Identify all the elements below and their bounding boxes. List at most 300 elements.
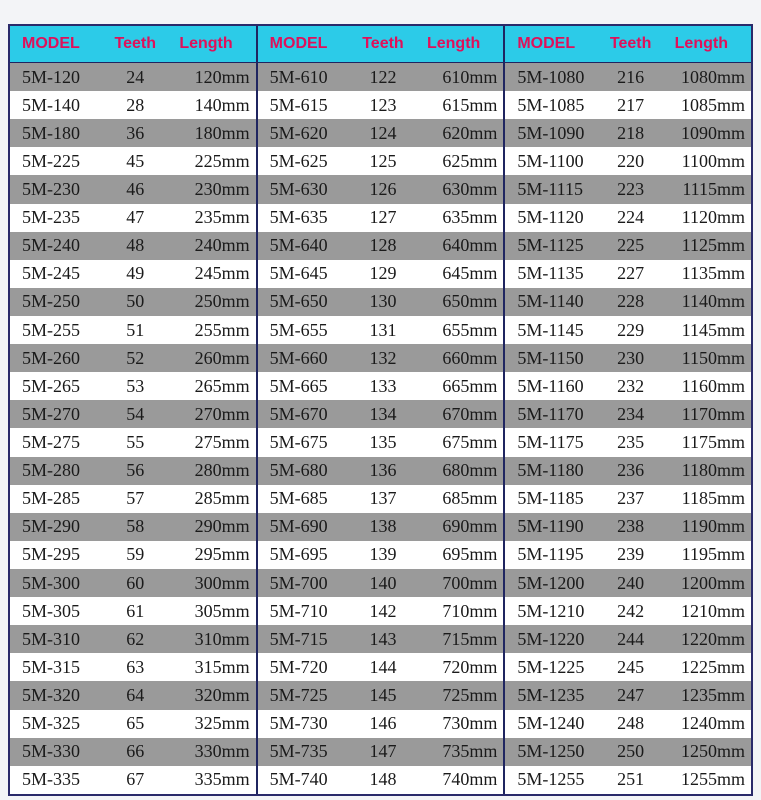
cell-length: 1175mm xyxy=(681,431,745,452)
cell-model: 5M-1135 xyxy=(517,263,584,284)
table-row xyxy=(258,569,504,597)
cell-length: 670mm xyxy=(442,403,498,424)
table-row xyxy=(505,63,751,91)
cell-model: 5M-320 xyxy=(22,684,80,705)
table-row xyxy=(10,119,256,147)
table-row xyxy=(258,625,504,653)
cell-teeth: 138 xyxy=(369,516,397,537)
cell-model: 5M-685 xyxy=(269,488,328,509)
cell-length: 700mm xyxy=(442,572,498,593)
cell-teeth: 248 xyxy=(617,713,645,734)
cell-model: 5M-325 xyxy=(22,713,80,734)
cell-teeth: 122 xyxy=(369,66,397,87)
cell-model: 5M-1175 xyxy=(517,431,584,452)
cell-teeth: 237 xyxy=(617,488,645,509)
cell-model: 5M-1255 xyxy=(517,769,585,790)
cell-teeth: 227 xyxy=(617,263,645,284)
cell-length: 1235mm xyxy=(680,684,745,705)
cell-length: 250mm xyxy=(194,291,250,312)
table-row xyxy=(258,738,504,766)
table-row xyxy=(258,597,504,625)
table-row xyxy=(10,175,256,203)
cell-length: 265mm xyxy=(194,375,250,396)
cell-model: 5M-1200 xyxy=(517,572,585,593)
cell-model: 5M-1170 xyxy=(517,403,584,424)
cell-length: 295mm xyxy=(194,544,250,565)
cell-teeth: 232 xyxy=(617,375,645,396)
header-length: Length xyxy=(426,35,481,52)
belt-size-table xyxy=(8,24,753,796)
cell-model: 5M-710 xyxy=(269,600,328,621)
cell-length: 1160mm xyxy=(681,375,745,396)
cell-length: 730mm xyxy=(442,713,498,734)
cell-model: 5M-645 xyxy=(269,263,328,284)
cell-model: 5M-300 xyxy=(22,572,80,593)
cell-model: 5M-1145 xyxy=(517,319,584,340)
cell-model: 5M-305 xyxy=(22,600,80,621)
cell-model: 5M-690 xyxy=(269,516,328,537)
table-row xyxy=(258,175,504,203)
cell-teeth: 144 xyxy=(369,656,397,677)
cell-model: 5M-1180 xyxy=(517,460,584,481)
cell-model: 5M-740 xyxy=(269,769,328,790)
cell-length: 1090mm xyxy=(680,122,745,143)
cell-length: 315mm xyxy=(194,656,250,677)
cell-length: 270mm xyxy=(194,403,250,424)
cell-teeth: 142 xyxy=(369,600,397,621)
cell-teeth: 66 xyxy=(126,741,145,762)
cell-model: 5M-315 xyxy=(22,656,80,677)
table-row xyxy=(505,316,751,344)
cell-teeth: 217 xyxy=(617,94,645,115)
cell-length: 120mm xyxy=(194,66,250,87)
cell-length: 1195mm xyxy=(681,544,745,565)
cell-length: 1150mm xyxy=(681,347,745,368)
table-row xyxy=(10,372,256,400)
cell-teeth: 62 xyxy=(126,628,145,649)
cell-teeth: 146 xyxy=(369,713,397,734)
table-row xyxy=(505,175,751,203)
cell-length: 300mm xyxy=(194,572,250,593)
cell-model: 5M-610 xyxy=(269,66,328,87)
cell-model: 5M-670 xyxy=(269,403,328,424)
cell-teeth: 147 xyxy=(369,741,397,762)
cell-teeth: 135 xyxy=(369,431,397,452)
table-row xyxy=(10,428,256,456)
rows-container xyxy=(258,63,504,794)
header-length: Length xyxy=(674,35,728,52)
cell-teeth: 123 xyxy=(369,94,397,115)
cell-teeth: 140 xyxy=(369,572,397,593)
cell-teeth: 63 xyxy=(126,656,145,677)
table-row xyxy=(258,400,504,428)
table-row xyxy=(10,541,256,569)
cell-teeth: 128 xyxy=(369,235,397,256)
header-teeth: Teeth xyxy=(362,35,404,52)
cell-length: 1180mm xyxy=(681,460,745,481)
cell-length: 650mm xyxy=(442,291,498,312)
table-row xyxy=(258,513,504,541)
table-row xyxy=(10,653,256,681)
cell-length: 1200mm xyxy=(680,572,745,593)
cell-model: 5M-615 xyxy=(269,94,328,115)
cell-teeth: 56 xyxy=(126,460,145,481)
table-row xyxy=(505,541,751,569)
cell-model: 5M-720 xyxy=(269,656,328,677)
cell-teeth: 218 xyxy=(617,122,645,143)
table-column-group xyxy=(256,26,504,794)
cell-teeth: 139 xyxy=(369,544,397,565)
cell-length: 735mm xyxy=(442,741,498,762)
cell-model: 5M-695 xyxy=(269,544,328,565)
table-row xyxy=(258,710,504,738)
table-row xyxy=(505,485,751,513)
cell-teeth: 244 xyxy=(617,628,645,649)
cell-length: 230mm xyxy=(194,178,250,199)
cell-model: 5M-1225 xyxy=(517,656,585,677)
cell-teeth: 51 xyxy=(126,319,145,340)
cell-model: 5M-230 xyxy=(22,178,80,199)
header-row xyxy=(258,26,504,63)
cell-teeth: 225 xyxy=(617,235,645,256)
table-row xyxy=(505,569,751,597)
cell-model: 5M-250 xyxy=(22,291,80,312)
cell-length: 690mm xyxy=(442,516,498,537)
cell-model: 5M-1220 xyxy=(517,628,585,649)
cell-length: 275mm xyxy=(194,431,250,452)
cell-length: 635mm xyxy=(442,207,498,228)
cell-teeth: 134 xyxy=(369,403,397,424)
table-row xyxy=(505,344,751,372)
table-row xyxy=(258,372,504,400)
cell-length: 615mm xyxy=(442,94,498,115)
table-row xyxy=(258,457,504,485)
table-row xyxy=(10,597,256,625)
table-row xyxy=(505,288,751,316)
cell-teeth: 131 xyxy=(369,319,397,340)
cell-model: 5M-295 xyxy=(22,544,80,565)
cell-model: 5M-1090 xyxy=(517,122,585,143)
cell-teeth: 228 xyxy=(617,291,645,312)
cell-length: 1255mm xyxy=(680,769,745,790)
cell-teeth: 230 xyxy=(617,347,645,368)
cell-model: 5M-140 xyxy=(22,94,80,115)
table-row xyxy=(258,681,504,709)
table-row xyxy=(10,513,256,541)
cell-teeth: 220 xyxy=(617,150,645,171)
cell-model: 5M-285 xyxy=(22,488,80,509)
cell-teeth: 127 xyxy=(369,207,397,228)
table-row xyxy=(505,372,751,400)
table-row xyxy=(505,91,751,119)
cell-length: 1220mm xyxy=(680,628,745,649)
table-row xyxy=(258,485,504,513)
cell-teeth: 28 xyxy=(126,94,145,115)
cell-length: 180mm xyxy=(194,122,250,143)
table-row xyxy=(10,625,256,653)
table-row xyxy=(505,597,751,625)
cell-model: 5M-700 xyxy=(269,572,328,593)
cell-model: 5M-735 xyxy=(269,741,328,762)
cell-teeth: 238 xyxy=(617,516,645,537)
cell-model: 5M-270 xyxy=(22,403,80,424)
cell-teeth: 239 xyxy=(617,544,645,565)
header-row xyxy=(10,26,256,63)
cell-model: 5M-1160 xyxy=(517,375,584,396)
cell-model: 5M-630 xyxy=(269,178,328,199)
cell-teeth: 229 xyxy=(617,319,645,340)
table-row xyxy=(10,316,256,344)
header-model: MODEL xyxy=(269,35,328,52)
cell-length: 260mm xyxy=(194,347,250,368)
cell-teeth: 58 xyxy=(126,516,145,537)
cell-length: 235mm xyxy=(194,207,250,228)
cell-length: 1190mm xyxy=(681,516,745,537)
cell-length: 245mm xyxy=(194,263,250,284)
table-row xyxy=(10,288,256,316)
cell-model: 5M-265 xyxy=(22,375,80,396)
table-row xyxy=(505,400,751,428)
table-row xyxy=(258,232,504,260)
cell-model: 5M-665 xyxy=(269,375,328,396)
cell-teeth: 148 xyxy=(369,769,397,790)
table-row xyxy=(505,428,751,456)
cell-length: 305mm xyxy=(194,600,250,621)
table-row xyxy=(10,260,256,288)
cell-model: 5M-225 xyxy=(22,150,80,171)
cell-model: 5M-730 xyxy=(269,713,328,734)
table-column-group xyxy=(10,26,256,794)
header-model: MODEL xyxy=(517,35,576,52)
table-row xyxy=(10,485,256,513)
cell-model: 5M-725 xyxy=(269,684,328,705)
cell-length: 1100mm xyxy=(681,150,745,171)
cell-model: 5M-655 xyxy=(269,319,328,340)
header-teeth: Teeth xyxy=(114,35,157,52)
table-row xyxy=(10,63,256,91)
cell-model: 5M-275 xyxy=(22,431,80,452)
cell-teeth: 46 xyxy=(126,178,145,199)
cell-length: 665mm xyxy=(442,375,498,396)
cell-length: 725mm xyxy=(442,684,498,705)
table-row xyxy=(505,260,751,288)
table-row xyxy=(258,653,504,681)
cell-model: 5M-620 xyxy=(269,122,328,143)
cell-model: 5M-310 xyxy=(22,628,80,649)
cell-length: 640mm xyxy=(442,235,498,256)
cell-model: 5M-1185 xyxy=(517,488,584,509)
cell-teeth: 129 xyxy=(369,263,397,284)
cell-length: 330mm xyxy=(194,741,250,762)
cell-length: 285mm xyxy=(194,488,250,509)
table-row xyxy=(505,625,751,653)
cell-teeth: 65 xyxy=(126,713,145,734)
cell-teeth: 133 xyxy=(369,375,397,396)
cell-length: 715mm xyxy=(442,628,498,649)
cell-model: 5M-335 xyxy=(22,769,80,790)
cell-length: 625mm xyxy=(442,150,498,171)
table-row xyxy=(258,260,504,288)
table-row xyxy=(10,400,256,428)
cell-teeth: 235 xyxy=(617,431,645,452)
cell-length: 1225mm xyxy=(680,656,745,677)
cell-teeth: 24 xyxy=(126,66,145,87)
header-model: MODEL xyxy=(22,35,80,52)
cell-length: 685mm xyxy=(442,488,498,509)
cell-model: 5M-290 xyxy=(22,516,80,537)
cell-length: 140mm xyxy=(194,94,250,115)
rows-container xyxy=(10,63,256,794)
cell-model: 5M-120 xyxy=(22,66,80,87)
table-row xyxy=(258,428,504,456)
cell-length: 675mm xyxy=(442,431,498,452)
header-length: Length xyxy=(179,35,233,52)
cell-length: 720mm xyxy=(442,656,498,677)
cell-teeth: 47 xyxy=(126,207,145,228)
cell-length: 630mm xyxy=(442,178,498,199)
cell-model: 5M-680 xyxy=(269,460,328,481)
table-row xyxy=(505,147,751,175)
table-row xyxy=(505,232,751,260)
cell-model: 5M-1100 xyxy=(517,150,584,171)
cell-length: 325mm xyxy=(194,713,250,734)
table-row xyxy=(258,204,504,232)
cell-length: 1085mm xyxy=(680,94,745,115)
cell-length: 255mm xyxy=(194,319,250,340)
table-row xyxy=(10,147,256,175)
table-row xyxy=(505,119,751,147)
cell-teeth: 224 xyxy=(617,207,645,228)
table-row xyxy=(10,738,256,766)
cell-model: 5M-1080 xyxy=(517,66,585,87)
cell-length: 320mm xyxy=(194,684,250,705)
cell-teeth: 242 xyxy=(617,600,645,621)
cell-length: 620mm xyxy=(442,122,498,143)
table-row xyxy=(10,710,256,738)
cell-model: 5M-255 xyxy=(22,319,80,340)
cell-model: 5M-625 xyxy=(269,150,328,171)
table-row xyxy=(258,119,504,147)
table-row xyxy=(505,204,751,232)
table-row xyxy=(10,766,256,794)
table-row xyxy=(10,457,256,485)
table-row xyxy=(258,316,504,344)
table-row xyxy=(258,344,504,372)
table-column-group xyxy=(503,26,751,794)
cell-teeth: 143 xyxy=(369,628,397,649)
cell-teeth: 60 xyxy=(126,572,145,593)
cell-length: 1250mm xyxy=(680,741,745,762)
cell-teeth: 216 xyxy=(617,66,645,87)
cell-teeth: 223 xyxy=(617,178,645,199)
cell-teeth: 240 xyxy=(617,572,645,593)
cell-teeth: 67 xyxy=(126,769,145,790)
cell-length: 1145mm xyxy=(681,319,745,340)
cell-teeth: 236 xyxy=(617,460,645,481)
cell-teeth: 251 xyxy=(617,769,645,790)
cell-model: 5M-240 xyxy=(22,235,80,256)
table-row xyxy=(505,513,751,541)
table-row xyxy=(10,569,256,597)
cell-teeth: 125 xyxy=(369,150,397,171)
table-row xyxy=(505,710,751,738)
table-row xyxy=(258,91,504,119)
cell-model: 5M-1150 xyxy=(517,347,584,368)
cell-teeth: 55 xyxy=(126,431,145,452)
cell-teeth: 126 xyxy=(369,178,397,199)
cell-model: 5M-1235 xyxy=(517,684,585,705)
cell-length: 1170mm xyxy=(681,403,745,424)
cell-model: 5M-330 xyxy=(22,741,80,762)
cell-length: 660mm xyxy=(442,347,498,368)
cell-teeth: 61 xyxy=(126,600,145,621)
cell-model: 5M-1115 xyxy=(517,178,584,199)
table-row xyxy=(505,457,751,485)
cell-model: 5M-675 xyxy=(269,431,328,452)
cell-teeth: 234 xyxy=(617,403,645,424)
table-row xyxy=(258,541,504,569)
cell-teeth: 64 xyxy=(126,684,145,705)
cell-teeth: 57 xyxy=(126,488,145,509)
cell-teeth: 54 xyxy=(126,403,145,424)
header-teeth: Teeth xyxy=(609,35,652,52)
cell-model: 5M-635 xyxy=(269,207,328,228)
cell-model: 5M-1140 xyxy=(517,291,584,312)
cell-model: 5M-260 xyxy=(22,347,80,368)
cell-teeth: 250 xyxy=(617,741,645,762)
cell-model: 5M-245 xyxy=(22,263,80,284)
cell-length: 1140mm xyxy=(681,291,745,312)
table-row xyxy=(258,147,504,175)
cell-model: 5M-660 xyxy=(269,347,328,368)
cell-length: 1185mm xyxy=(681,488,745,509)
cell-teeth: 36 xyxy=(126,122,145,143)
cell-teeth: 247 xyxy=(617,684,645,705)
cell-model: 5M-280 xyxy=(22,460,80,481)
cell-teeth: 50 xyxy=(126,291,145,312)
cell-teeth: 124 xyxy=(369,122,397,143)
cell-model: 5M-1240 xyxy=(517,713,585,734)
table-row xyxy=(505,681,751,709)
table-row xyxy=(10,232,256,260)
cell-model: 5M-1085 xyxy=(517,94,585,115)
cell-length: 610mm xyxy=(442,66,498,87)
table-row xyxy=(10,344,256,372)
header-row xyxy=(505,26,751,63)
cell-teeth: 53 xyxy=(126,375,145,396)
cell-length: 655mm xyxy=(442,319,498,340)
table-row xyxy=(10,204,256,232)
cell-model: 5M-650 xyxy=(269,291,328,312)
cell-teeth: 130 xyxy=(369,291,397,312)
cell-length: 645mm xyxy=(442,263,498,284)
cell-length: 335mm xyxy=(194,769,250,790)
cell-model: 5M-1125 xyxy=(517,235,584,256)
cell-teeth: 59 xyxy=(126,544,145,565)
cell-model: 5M-715 xyxy=(269,628,328,649)
cell-length: 680mm xyxy=(442,460,498,481)
table-row xyxy=(258,288,504,316)
cell-length: 710mm xyxy=(442,600,498,621)
cell-length: 1125mm xyxy=(681,235,745,256)
cell-length: 1210mm xyxy=(680,600,745,621)
cell-model: 5M-180 xyxy=(22,122,80,143)
cell-model: 5M-1210 xyxy=(517,600,585,621)
cell-teeth: 132 xyxy=(369,347,397,368)
cell-teeth: 145 xyxy=(369,684,397,705)
table-row xyxy=(505,653,751,681)
cell-length: 1115mm xyxy=(682,178,745,199)
